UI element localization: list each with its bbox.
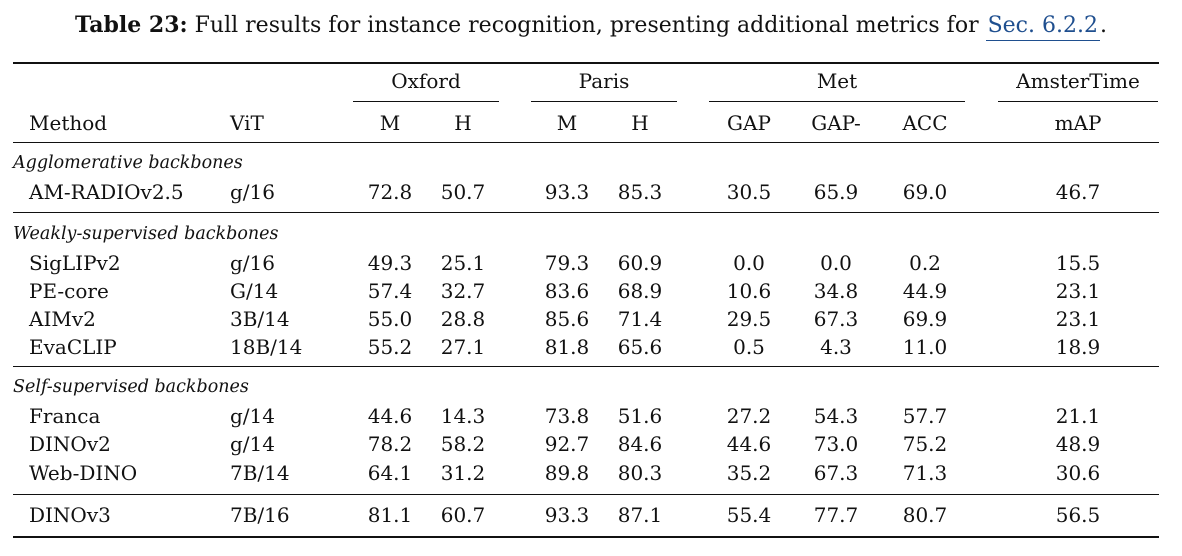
group-header: Met [816,69,858,93]
bottom-rule [13,536,1159,538]
table-cell: 77.7 [813,503,859,527]
caption-end: . [1099,13,1107,38]
row-method: SigLIPv2 [29,251,121,275]
row-method: Web-DINO [29,461,138,485]
row-method: Franca [29,404,101,428]
table-cell: 71.3 [902,461,948,485]
section-divider [13,366,1159,367]
table-cell: 10.6 [726,279,772,303]
table-cell: 85.6 [544,307,590,331]
table-cell: 81.8 [544,335,590,359]
table-cell: 31.2 [440,461,486,485]
table-cell: 75.2 [902,432,948,456]
table-cell: 73.8 [544,404,590,428]
table-cell: 18.9 [1055,335,1101,359]
table-cell: 68.9 [617,279,663,303]
table-cell: 57.7 [902,404,948,428]
table-cell: 15.5 [1055,251,1101,275]
table-cell: 28.8 [440,307,486,331]
table-cell: 78.2 [367,432,413,456]
table-cell: 46.7 [1055,180,1101,204]
row-vit: 18B/14 [230,335,303,359]
section-reference-link[interactable]: Sec. 6.2.2 [986,13,1100,41]
row-vit: 7B/16 [230,503,290,527]
row-vit: g/14 [230,404,275,428]
table-cell: 65.6 [617,335,663,359]
table-cell: 44.9 [902,279,948,303]
section-divider [13,212,1159,213]
table-cell: 87.1 [617,503,663,527]
table-cell: 69.0 [902,180,948,204]
column-header-metric: GAP- [811,111,861,135]
table-cell: 57.4 [367,279,413,303]
table-cell: 27.1 [440,335,486,359]
column-header-vit: ViT [230,111,264,135]
table-cell: 44.6 [726,432,772,456]
table-cell: 23.1 [1055,279,1101,303]
table-cell: 27.2 [726,404,772,428]
section-title: Agglomerative backbones [13,153,243,173]
column-header-metric: H [631,111,649,135]
table-cell: 21.1 [1055,404,1101,428]
top-rule [13,62,1159,64]
table-cell: 67.3 [813,461,859,485]
table-cell: 92.7 [544,432,590,456]
table-cell: 81.1 [367,503,413,527]
table-cell: 65.9 [813,180,859,204]
table-cell: 32.7 [440,279,486,303]
row-vit: g/14 [230,432,275,456]
row-vit: g/16 [230,251,275,275]
table-cell: 71.4 [617,307,663,331]
table-cell: 25.1 [440,251,486,275]
row-method: DINOv2 [29,432,111,456]
section-divider [13,494,1159,495]
table-cell: 64.1 [367,461,413,485]
row-method: DINOv3 [29,503,111,527]
table-cell: 34.8 [813,279,859,303]
table-cell: 69.9 [902,307,948,331]
row-method: EvaCLIP [29,335,117,359]
column-header-metric: ACC [902,111,948,135]
table-cell: 60.9 [617,251,663,275]
row-method: AM-RADIOv2.5 [29,180,184,204]
table-cell: 29.5 [726,307,772,331]
table-cell: 50.7 [440,180,486,204]
group-underline [353,101,499,102]
column-header-metric: H [454,111,472,135]
table-cell: 84.6 [617,432,663,456]
table-cell: 80.3 [617,461,663,485]
table-cell: 72.8 [367,180,413,204]
table-cell: 60.7 [440,503,486,527]
row-method: PE-core [29,279,109,303]
table-cell: 56.5 [1055,503,1101,527]
caption-text: Full results for instance recognition, presenting additional metrics for [194,13,979,38]
table-cell: 0.2 [909,251,941,275]
table-cell: 11.0 [902,335,948,359]
caption-label: Table 23: [75,12,188,38]
table-cell: 55.2 [367,335,413,359]
table-cell: 35.2 [726,461,772,485]
table-cell: 49.3 [367,251,413,275]
table-cell: 30.6 [1055,461,1101,485]
header-rule [13,142,1159,143]
table-cell: 80.7 [902,503,948,527]
table-cell: 73.0 [813,432,859,456]
table-cell: 79.3 [544,251,590,275]
table-caption [0,10,1182,41]
table-cell: 0.0 [820,251,852,275]
section-title: Self-supervised backbones [13,377,249,397]
group-header: Paris [578,69,630,93]
column-header-metric: GAP [727,111,771,135]
table-cell: 51.6 [617,404,663,428]
table-cell: 0.5 [733,335,765,359]
table-cell: 83.6 [544,279,590,303]
row-vit: G/14 [230,279,279,303]
group-underline [709,101,965,102]
table-cell: 89.8 [544,461,590,485]
table-cell: 93.3 [544,503,590,527]
table-cell: 48.9 [1055,432,1101,456]
column-header-metric: M [379,111,401,135]
table-cell: 55.4 [726,503,772,527]
table-cell: 54.3 [813,404,859,428]
table-cell: 14.3 [440,404,486,428]
table-cell: 58.2 [440,432,486,456]
table-cell: 4.3 [820,335,852,359]
group-header: Oxford [391,69,461,93]
row-method: AIMv2 [29,307,96,331]
table-cell: 0.0 [733,251,765,275]
column-header-metric: mAP [1054,111,1102,135]
group-header: AmsterTime [1016,69,1140,93]
table-cell: 23.1 [1055,307,1101,331]
column-header-method: Method [29,111,108,135]
group-underline [998,101,1158,102]
table-cell: 93.3 [544,180,590,204]
table-cell: 30.5 [726,180,772,204]
table-cell: 55.0 [367,307,413,331]
row-vit: 7B/14 [230,461,290,485]
row-vit: 3B/14 [230,307,290,331]
table-cell: 85.3 [617,180,663,204]
table-cell: 67.3 [813,307,859,331]
column-header-metric: M [556,111,578,135]
group-underline [531,101,677,102]
section-title: Weakly-supervised backbones [13,224,279,244]
table-cell: 44.6 [367,404,413,428]
row-vit: g/16 [230,180,275,204]
